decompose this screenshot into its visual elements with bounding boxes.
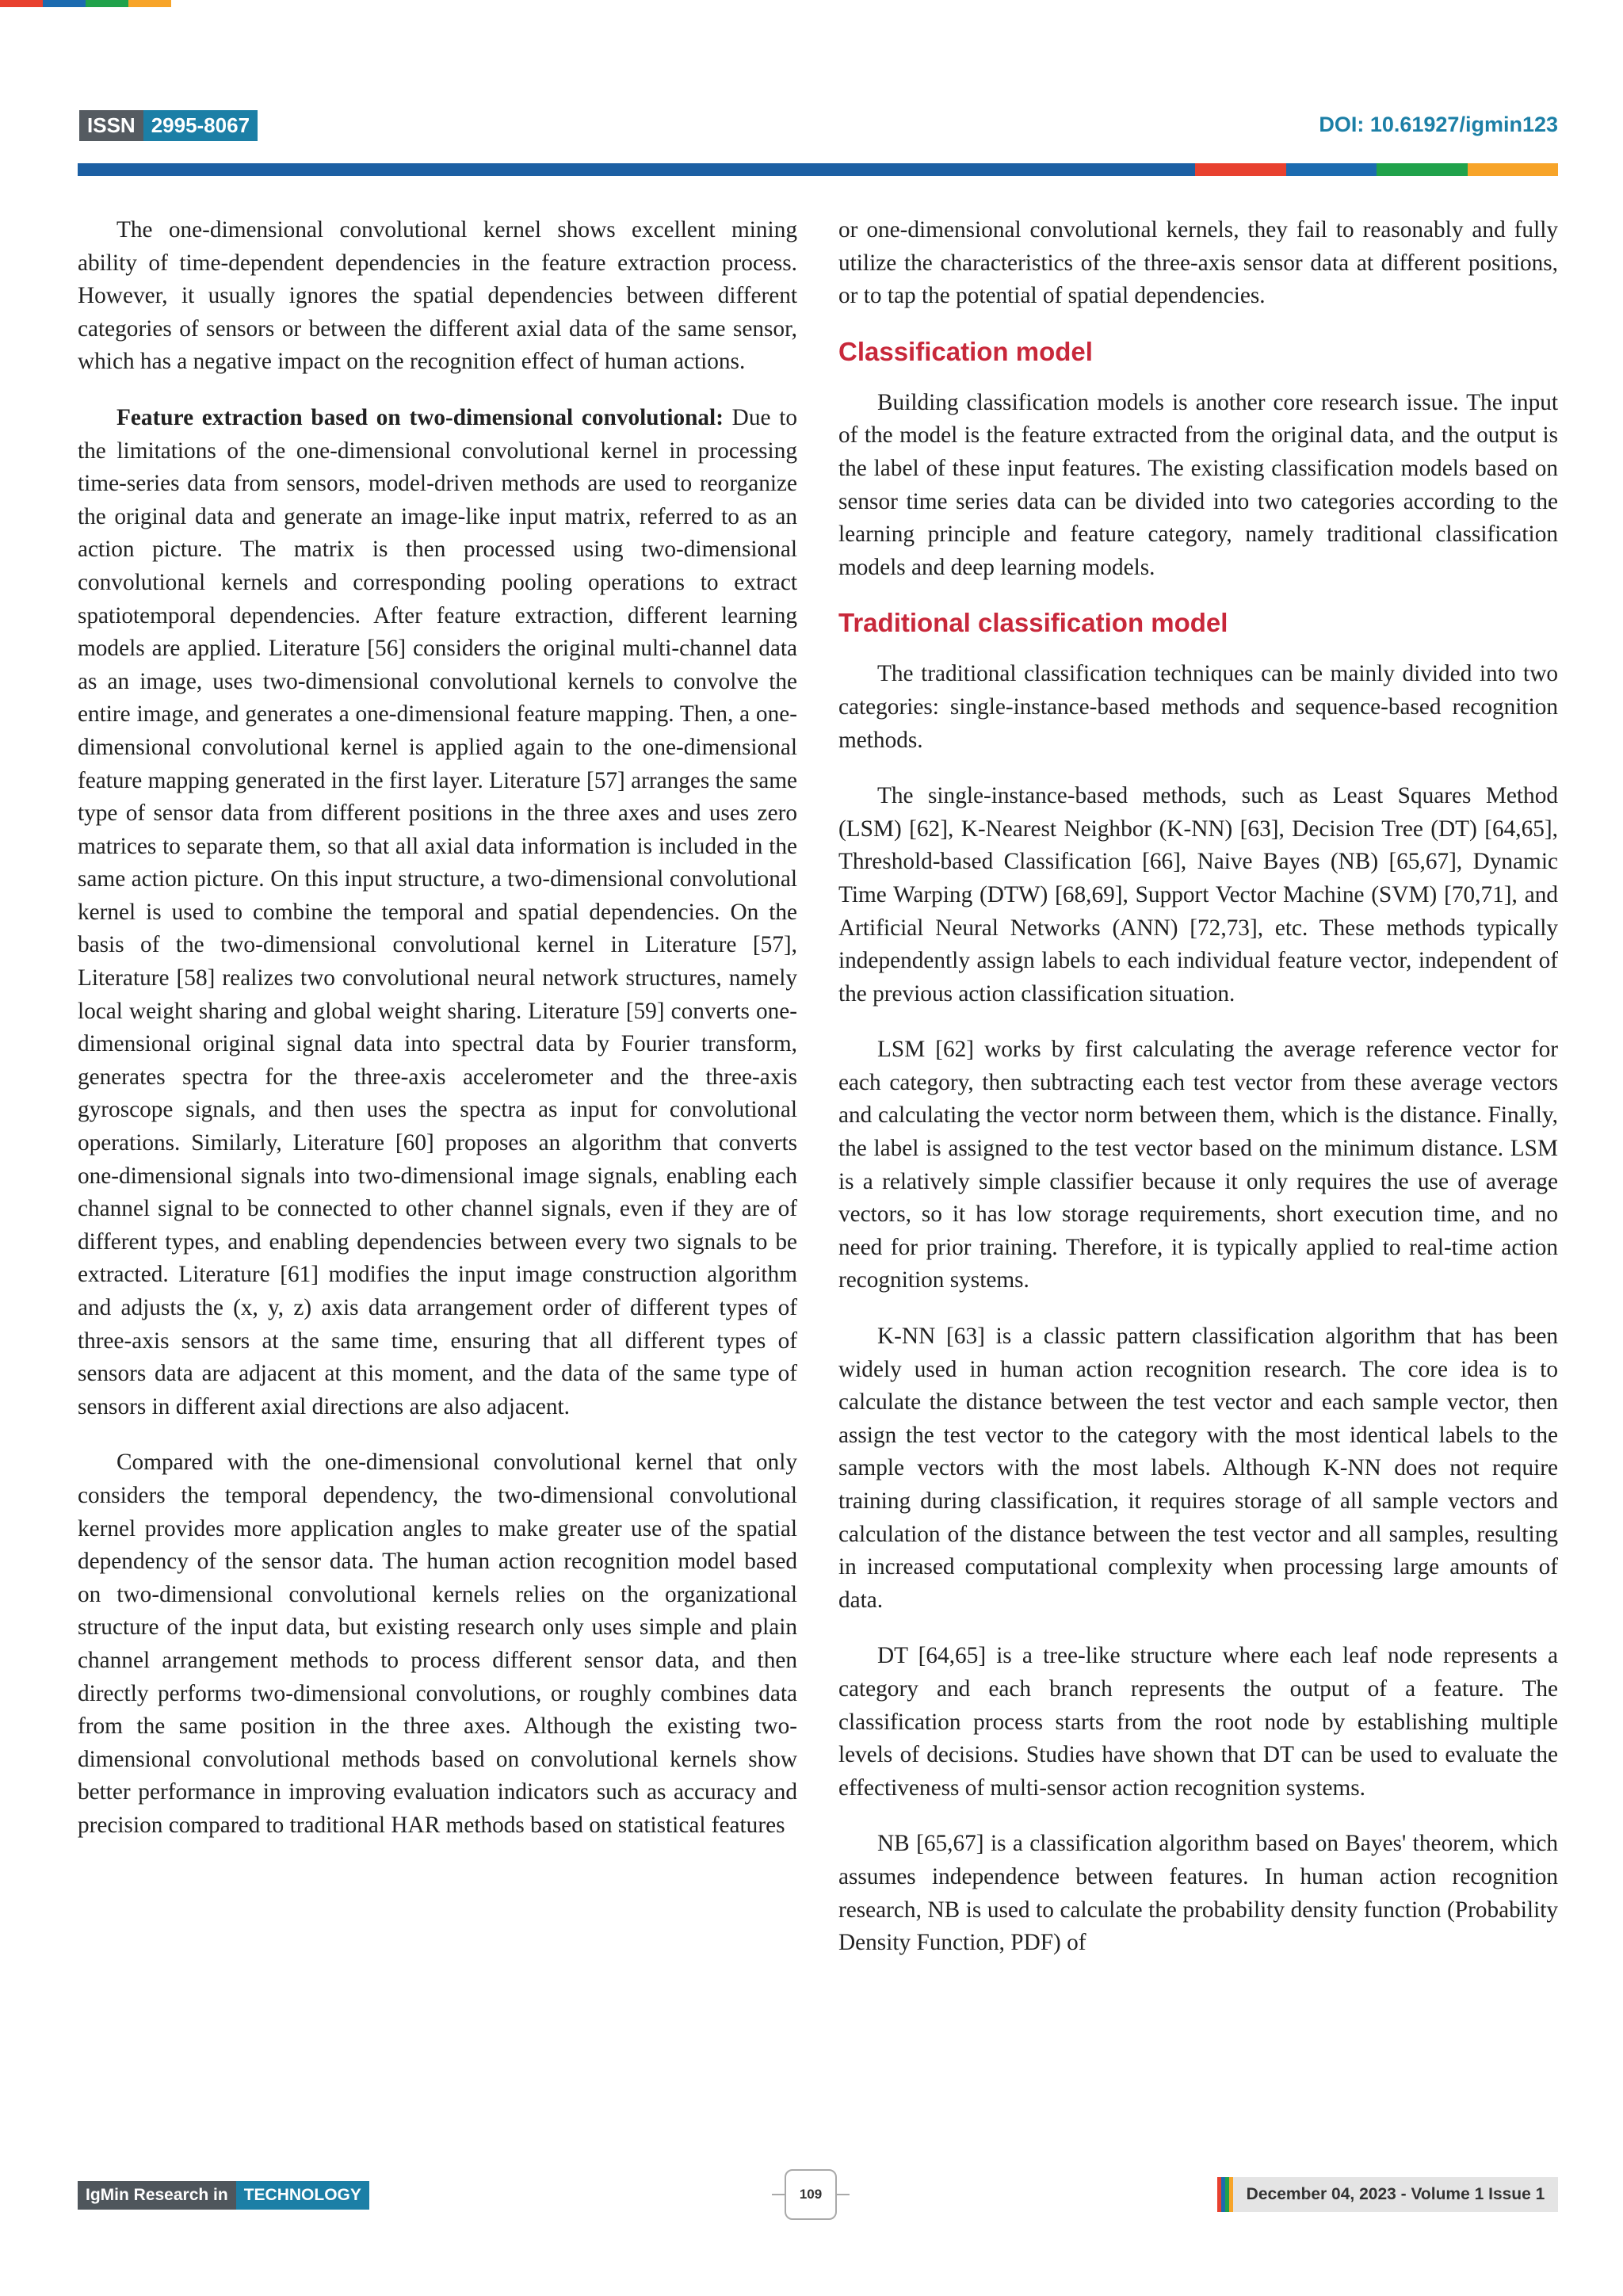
- section-heading-traditional-classification-model: Traditional classification model: [838, 608, 1228, 638]
- corner-color-bar: [0, 0, 171, 7]
- issn-label: ISSN: [79, 110, 143, 141]
- page-number-label: 109: [785, 2169, 837, 2220]
- paragraph: The single-instance-based methods, such as Least Squares Method (LSM) [62], K-Nearest Neighbor (K-NN) [63], Decision Tree (DT) [64,65], Threshold-based Classification [66], Naive Bayes (NB) [65,67], Dynamic Time Warping (DTW) [68,69], Support Vector Machine (SVM) [70,71], and Artificial Neural Networks (ANN) [72,73], etc. These methods typically independently assign labels to each individual feature vector, independent of the previous action classification situation.: [838, 783, 1558, 1007]
- section-heading-classification-model: Classification model: [838, 336, 1093, 366]
- doi-link[interactable]: DOI: 10.61927/igmin123: [1319, 113, 1558, 136]
- journal-badge: [78, 2181, 369, 2210]
- paragraph-continued: or one-dimensional convolutional kernels, they fail to reasonably and fully utilize the characteristics of the three-axis sensor data at different positions, or to tap the potential of spatial dependencies.: [838, 217, 1558, 309]
- issue-info: [1217, 2177, 1558, 2212]
- header-rule: [78, 163, 1558, 176]
- paragraph: The traditional classification techniques can be mainly divided into two categories: single-instance-based methods and sequence-based recognition methods.: [838, 661, 1558, 753]
- paragraph: Compared with the one-dimensional convolutional kernel that only considers the temporal dependency, the two-dimensional convolutional kernel provides more application angles to make greater use of the spatial dependency of the sensor data. The human action recognition model based on two-dimensional convolutional kernels relies on the organizational structure of the input data, but existing research only uses simple and plain channel arrangement methods to process different sensor data, and then directly performs two-dimensional convolutions, or roughly combines data from the same position in the three axes. Although the existing two-dimensional convolutional methods based on convolutional kernels show better performance in improving evaluation indicators such as accuracy and precision compared to traditional HAR methods based on statistical features: [78, 1450, 797, 1838]
- issn-badge: [79, 110, 258, 141]
- right-column: [838, 214, 1558, 1983]
- issue-date: December 04, 2023 - Volume 1 Issue 1: [1233, 2177, 1558, 2212]
- journal-section: TECHNOLOGY: [236, 2181, 369, 2210]
- paragraph: The one-dimensional convolutional kernel shows excellent mining ability of time-dependent dependencies in the feature extraction process. However, it usually ignores the spatial dependencies between different categories of sensors or between the different axial data of the same sensor, which has a negative impact on the recognition effect of human actions.: [78, 217, 797, 375]
- journal-name: IgMin Research in: [78, 2181, 236, 2210]
- paragraph: LSM [62] works by first calculating the average reference vector for each category, then subtracting each test vector from these average vectors and calculating the vector norm between them, which is the distance. Finally, the label is assigned to the test vector based on the minimum distance. LSM is a relatively simple classifier because it only requires the use of average vectors, so it has low storage requirements, short execution time, and no need for prior training. Therefore, it is typically applied to real-time action recognition systems.: [838, 1037, 1558, 1293]
- paragraph: Building classification models is another core research issue. The input of the model is the feature extracted from the original data, and the output is the label of these input features. The existing classification models based on sensor time series data can be divided into two categories according to the learning principle and feature category, namely traditional classification models and deep learning models.: [838, 389, 1558, 580]
- paragraph: DT [64,65] is a tree-like structure where each leaf node represents a category and each branch represents the output of a feature. The classification process starts from the root node by establishing multiple levels of decisions. Studies have shown that DT can be used to evaluate the effectiveness of multi-sensor action recognition systems.: [838, 1643, 1558, 1801]
- color-strip: [1217, 2177, 1233, 2212]
- paragraph-body: Due to the limitations of the one-dimensional convolutional kernel in processing time-series data from sensors, model-driven methods are used to reorganize the original data and generate an image-like input matrix, referred to as an action picture. The matrix is then processed using two-dimensional convolutional kernels and corresponding pooling operations to extract spatiotemporal dependencies. After feature extraction, different learning models are applied. Literature [56] considers the original multi-channel data as an image, uses two-dimensional convolutional kernels to convolve the entire image, and generates a one-dimensional feature mapping. Then, a one-dimensional convolutional kernel is applied again to the one-dimensional feature mapping generated in the first layer. Literature [57] arranges the same type of sensor data from different positions in the three axes and uses zero matrices to separate them, so that all axial data information is included in the same action picture. On this input structure, a two-dimensional convolutional kernel is used to combine the temporal and spatial dependencies. On the basis of the two-dimensional convolutional kernel in Literature [57], Literature [58] realizes two convolutional neural network structures, namely local weight sharing and global weight sharing. Literature [59] converts one-dimensional original signal data into spectral data by Fourier transform, generates spectra for the three-axis accelerometer and the three-axis gyroscope signals, and then uses the spectra as input for convolutional operations. Similarly, Literature [60] proposes an algorithm that converts one-dimensional signals into two-dimensional image signals, enabling each channel signal to be connected to other channel signals, even if they are of different types, and enabling dependencies between every two signals to be extracted. Literature [61] modifies the input image construction algorithm and adjusts the (x, y, z) axis data arrangement order of different types of three-axis sensors at the same time, ensuring that all different types of sensors data are adjacent at this moment, and the data of the same type of sensors in different axial directions are also adjacent.: [78, 404, 797, 1419]
- paragraph: K-NN [63] is a classic pattern classification algorithm that has been widely used in human action recognition research. The core idea is to calculate the distance between the test vector and each sample vector, then assign the test vector to the category with the most identical labels to the sample vectors with the most labels. Although K-NN does not require training during classification, it requires storage of all sample vectors and calculation of the distance between the test vector and all samples, resulting in increased computational complexity when processing large amounts of data.: [838, 1324, 1558, 1613]
- paragraph-feature-extraction: [78, 402, 797, 1423]
- left-column: [78, 214, 797, 1866]
- paragraph-lead: Feature extraction based on two-dimensional convolutional:: [116, 404, 724, 430]
- page-number: [783, 2170, 838, 2219]
- paragraph: NB [65,67] is a classification algorithm based on Bayes' theorem, which assumes independence between features. In human action recognition research, NB is used to calculate the probability density function (Probability Density Function, PDF) of: [838, 1831, 1558, 1956]
- issn-number: 2995-8067: [143, 110, 258, 141]
